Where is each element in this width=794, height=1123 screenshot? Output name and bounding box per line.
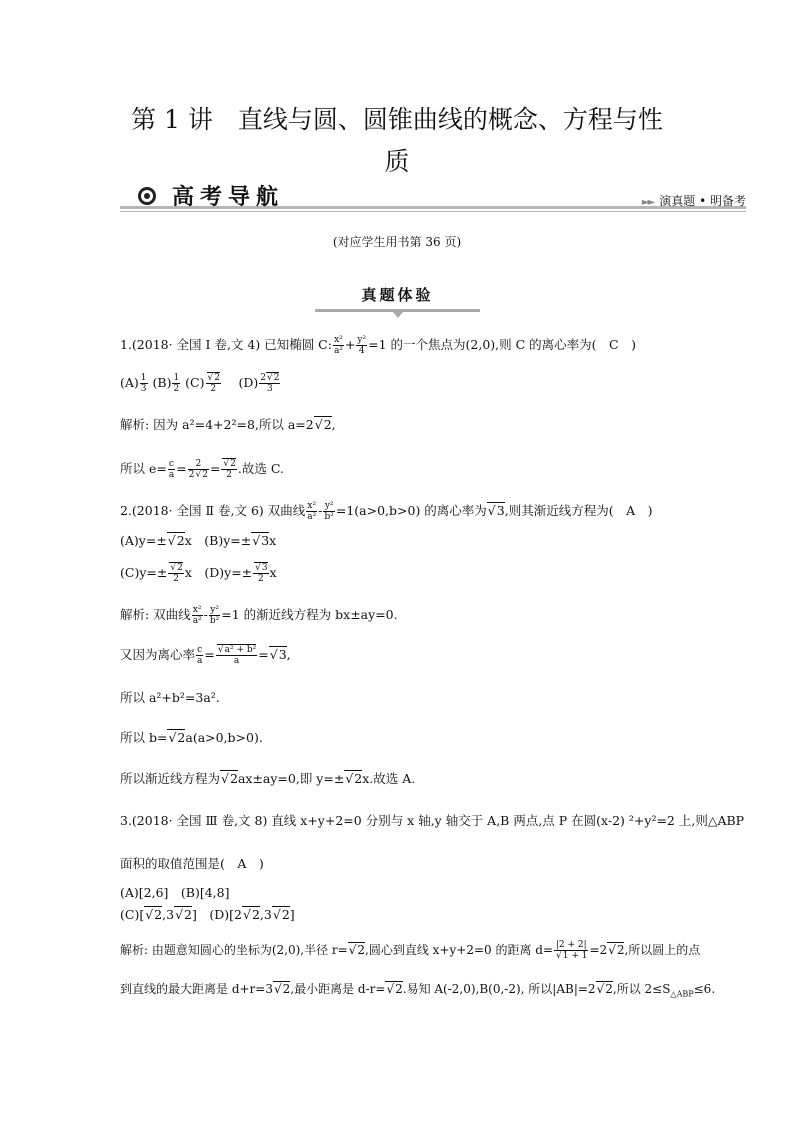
question-2-solution-line-2: 又因为离心率 $\frac{c}{a}$ = √ $\frac{\text{a² + b²}}{a}$ =√ 3, <box>120 645 291 666</box>
question-2-solution-line-1: 解析: 双曲线 $\frac{\text{x²}}{\text{a²}}$ - $\frac{\text{y²}}{\text{b²}}$ =1 的渐近线方程为 bx±ay=0. <box>120 605 398 626</box>
question-3-stem-line-2: 面积的取值范围是( A ) <box>120 856 264 871</box>
banner-title: 高考导航 <box>172 185 285 210</box>
question-2-solution-line-4: 所以 b=√ 2a(a>0,b>0). <box>120 729 263 747</box>
question-1-stem: 1.(2018· 全国 Ⅰ 卷,文 4) 已知椭圆 C: $\frac{\text{x²}}{\text{a²}}$ + $\frac{\text{y²}}{4}$ =1 的一个焦点为(2,0),则 C 的离心率为( C ) <box>120 335 636 356</box>
lesson-title: 第 1 讲 直线与圆、圆锥曲线的概念、方程与性 <box>131 105 663 134</box>
question-1-options: (A) $\frac{1}{3}$ (B) $\frac{1}{2}$ (C) √ $\frac{2}{2}$ (D) $\frac{2√ 2}{3}$ <box>120 373 281 394</box>
banner-subtitle: ►► 演真题 • 明备考 <box>641 194 746 208</box>
question-1-solution-line-2: 所以 e= $\frac{c}{a}$ = $\frac{2}{2√ 2}$ = √ $\frac{2}{2}$ .故选 C. <box>120 459 284 480</box>
question-1-solution-line-1: 解析: 因为 a²=4+2²=8,所以 a=2√ 2, <box>120 416 336 434</box>
double-arrow-icon: ►► <box>641 197 654 208</box>
section-heading <box>315 284 480 318</box>
question-2-stem: 2.(2018· 全国 Ⅱ 卷,文 6) 双曲线 $\frac{\text{x²}}{\text{a²}}$ - $\frac{\text{y²}}{\text{b²}}$ =1(a>0,b>0) 的离心率为√ 3,则其渐近线方程为( A ) <box>120 501 652 522</box>
question-2-options-row-1: (A)y=±√ 2x (B)y=±√ 3x <box>120 532 276 550</box>
question-3-stem-line-1: 3.(2018· 全国 Ⅲ 卷,文 8) 直线 x+y+2=0 分别与 x 轴,y 轴交于 A,B 两点,点 P 在圆(x-2) ²+y²=2 上,则△ABP <box>120 813 745 828</box>
fraction: $\frac{\text{x²}}{\text{a²}}$ <box>333 335 343 356</box>
page-reference: (对应学生用书第 36 页) <box>332 235 462 249</box>
question-2-solution-line-5: 所以渐近线方程为√ 2ax±ay=0,即 y=±√ 2x.故选 A. <box>120 770 415 788</box>
question-3-options-row-2: (C)[√ 2,3√ 2] (D)[2√ 2,3√ 2] <box>120 906 295 924</box>
question-3-options-row-1: (A)[2,6] (B)[4,8] <box>120 885 230 900</box>
question-2-solution-line-3: 所以 a²+b²=3a². <box>120 690 220 705</box>
section-banner <box>120 182 746 212</box>
target-icon <box>138 187 156 205</box>
lesson-title-continued: 质 <box>384 147 410 176</box>
down-triangle-icon <box>393 312 403 318</box>
question-3-solution-line-1: 解析: 由题意知圆心的坐标为(2,0),半径 r=√ 2,圆心到直线 x+y+2=0 的距离 d= |2 + 2| √ 1 + 1 =2√ 2,所以圆上的点 <box>120 940 700 961</box>
question-3-solution-line-2: 到直线的最大距离是 d+r=3√ 2,最小距离是 d-r=√ 2.易知 A(-2,0),B(0,-2), 所以|AB|=2√ 2,所以 $2\le S_{\triangle ABP}\le 6$. <box>120 980 715 1003</box>
question-2-options-row-2: (C)y=± √ $\frac{2}{2}$ x (D)y=± √ $\frac{3}{2}$ x <box>120 563 277 584</box>
fraction: $\frac{\text{y²}}{4}$ <box>357 335 367 356</box>
section-title: 真题体验 <box>361 286 434 304</box>
banner-rule-thin <box>120 211 746 212</box>
